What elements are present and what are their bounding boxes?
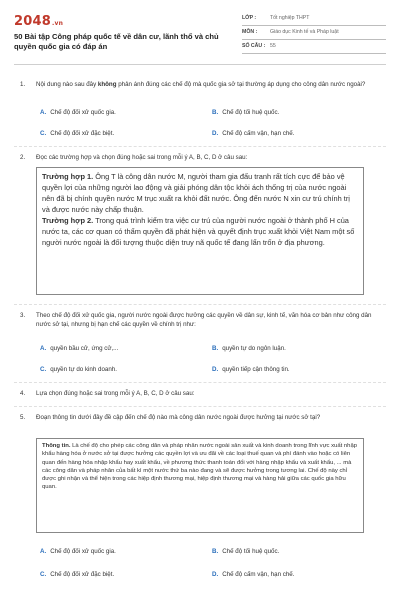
option-3d[interactable] <box>212 365 290 374</box>
question-text: Đọc các trường hợp và chọn đúng hoặc sai trong mỗi ý A, B, C, D ở câu sau: <box>36 154 248 161</box>
question-number: 2. <box>20 154 26 161</box>
case-text: Trong quá trình kiểm tra việc cư trú của người nước ngoài ở thành phố H của nước ta, các cơ quan có thẩm quyền đã phát hiện và quyết định trục xuất khỏi Việt Nam một số người nước ngoài là đối tượng thuộc diện truy nã quốc tế đang lẩn trốn ở địa phương. <box>42 216 355 247</box>
option-letter: B. <box>212 109 219 116</box>
question-1 <box>14 80 386 100</box>
question-number: 3. <box>20 312 26 319</box>
option-5c[interactable] <box>40 570 114 579</box>
question-separator <box>14 304 386 305</box>
option-text: Chế độ cấm vận, hạn chế. <box>222 130 295 137</box>
option-text: Chế độ cấm vận, hạn chế. <box>222 571 295 578</box>
question-text <box>36 80 382 89</box>
option-letter: A. <box>40 548 47 555</box>
meta-row-class <box>242 12 386 26</box>
question-number: 4. <box>20 390 26 397</box>
option-letter: B. <box>212 345 219 352</box>
meta-key: MÔN : <box>242 29 258 35</box>
case-box <box>36 167 364 295</box>
option-text: quyền tiếp cận thông tin. <box>222 366 290 373</box>
option-text: Chế độ đối xử đặc biệt. <box>50 571 115 578</box>
option-text: quyền bầu cử, ứng cử,... <box>50 345 119 352</box>
question-separator <box>14 146 386 147</box>
meta-table <box>242 12 386 54</box>
option-5d[interactable] <box>212 570 294 579</box>
question-text: Đoạn thông tin dưới đây đề cập đến chế độ nào mà công dân nước ngoài được hưởng tại nước sở tại? <box>36 414 321 421</box>
logo-suffix: .vn <box>51 20 64 27</box>
option-letter: C. <box>40 130 47 137</box>
meta-value: Tốt nghiệp THPT <box>270 15 310 21</box>
meta-value: 55 <box>270 43 276 49</box>
option-text: Chế độ tối huệ quốc. <box>222 109 280 116</box>
option-text: Chế độ đối xử đặc biệt. <box>50 130 115 137</box>
option-1b[interactable] <box>212 108 279 117</box>
option-letter: B. <box>212 548 219 555</box>
option-letter: D. <box>212 366 219 373</box>
option-1a[interactable] <box>40 108 116 117</box>
logo-text: 2048 <box>14 14 51 29</box>
site-logo[interactable] <box>14 14 63 29</box>
option-letter: C. <box>40 571 47 578</box>
info-label: Thông tin. <box>42 443 71 449</box>
question-text: Theo chế độ đối xử quốc gia, người nước ngoài được hưởng các quyền về dân sự, kinh tế, văn hóa cơ bản như công dân nước sở tại, nhưng bị hạn chế các quyền về chính trị như: <box>36 312 372 328</box>
question-text-emphasis: không <box>97 81 117 88</box>
meta-key: SỐ CÂU : <box>242 43 266 49</box>
question-number: 1. <box>20 81 26 88</box>
option-letter: C. <box>40 366 47 373</box>
meta-value: Giáo dục Kinh tế và Pháp luật <box>270 29 339 35</box>
option-3b[interactable] <box>212 344 286 353</box>
header-divider <box>14 64 386 65</box>
question-text: Lựa chọn đúng hoặc sai trong mỗi ý A, B, C, D ở câu sau: <box>36 390 195 397</box>
question-3 <box>14 311 386 331</box>
question-text-part: phản ánh đúng các chế độ mà quốc gia sở tại thường áp dụng cho công dân nước ngoài? <box>116 81 366 88</box>
option-text: Chế độ đối xử quốc gia. <box>50 548 116 555</box>
question-2 <box>14 153 386 163</box>
meta-row-count <box>242 40 386 54</box>
question-separator <box>14 406 386 407</box>
question-separator <box>14 382 386 383</box>
meta-key: LỚP : <box>242 15 257 21</box>
page-title: 50 Bài tập Công pháp quốc tế về dân cư, lãnh thổ và chủ quyền quốc gia có đáp án <box>14 32 219 51</box>
option-text: quyền tự do ngôn luận. <box>222 345 286 352</box>
question-number: 5. <box>20 414 26 421</box>
question-4 <box>14 389 386 399</box>
info-box <box>36 438 364 533</box>
case-label: Trường hợp 1. <box>42 172 94 181</box>
option-letter: D. <box>212 130 219 137</box>
option-letter: D. <box>212 571 219 578</box>
option-letter: A. <box>40 109 47 116</box>
meta-row-subject <box>242 26 386 40</box>
document-header <box>14 12 386 62</box>
case-2 <box>42 215 358 248</box>
case-1 <box>42 171 358 215</box>
option-5b[interactable] <box>212 547 279 556</box>
case-text: Ông T là công dân nước M, người tham gia đấu tranh rất tích cực để bảo vệ quyền lợi của những người lao động và giải phóng dân tộc khỏi ách thống trị của nước ngoài nên đã bị chính quyền nước M trục xuất ra khỏi đất nước. Ông đến nước N xin cư trú chính trị và được nước này chấp thuận. <box>42 172 350 214</box>
option-1d[interactable] <box>212 129 294 138</box>
option-text: Chế độ tối huệ quốc. <box>222 548 280 555</box>
option-1c[interactable] <box>40 129 114 138</box>
option-text: quyền tự do kinh doanh. <box>50 366 117 373</box>
option-5a[interactable] <box>40 547 116 556</box>
option-3a[interactable] <box>40 344 118 353</box>
question-text-part: Nội dung nào sau đây <box>36 81 98 88</box>
info-text: Là chế độ cho phép các công dân và pháp nhân nước ngoài sản xuất và kinh doanh trong lĩnh vực xuất nhập khẩu hàng hóa ở nước sở tại được hưởng các quyền lợi và ưu đãi về các loại thuế quan và phí đánh vào hoặc có liên quan đến hàng hóa nhập khẩu hay xuất khẩu, về phương thức thanh toán đối với hàng nhập khẩu và xuất khẩu, ... mà các công dân và pháp nhân của bất kì một nước thứ ba nào đang và sẽ được hưởng trong tương lai. Chế độ này chỉ được ghi nhận và thể hiện trong các hiệp định thương mại, hiệp định thương mại và hàng hải giữa các quốc gia hữu quan. <box>42 443 357 491</box>
case-label: Trường hợp 2. <box>42 216 94 225</box>
option-letter: A. <box>40 345 47 352</box>
question-5 <box>14 413 386 433</box>
option-text: Chế độ đối xử quốc gia. <box>50 109 116 116</box>
option-3c[interactable] <box>40 365 117 374</box>
